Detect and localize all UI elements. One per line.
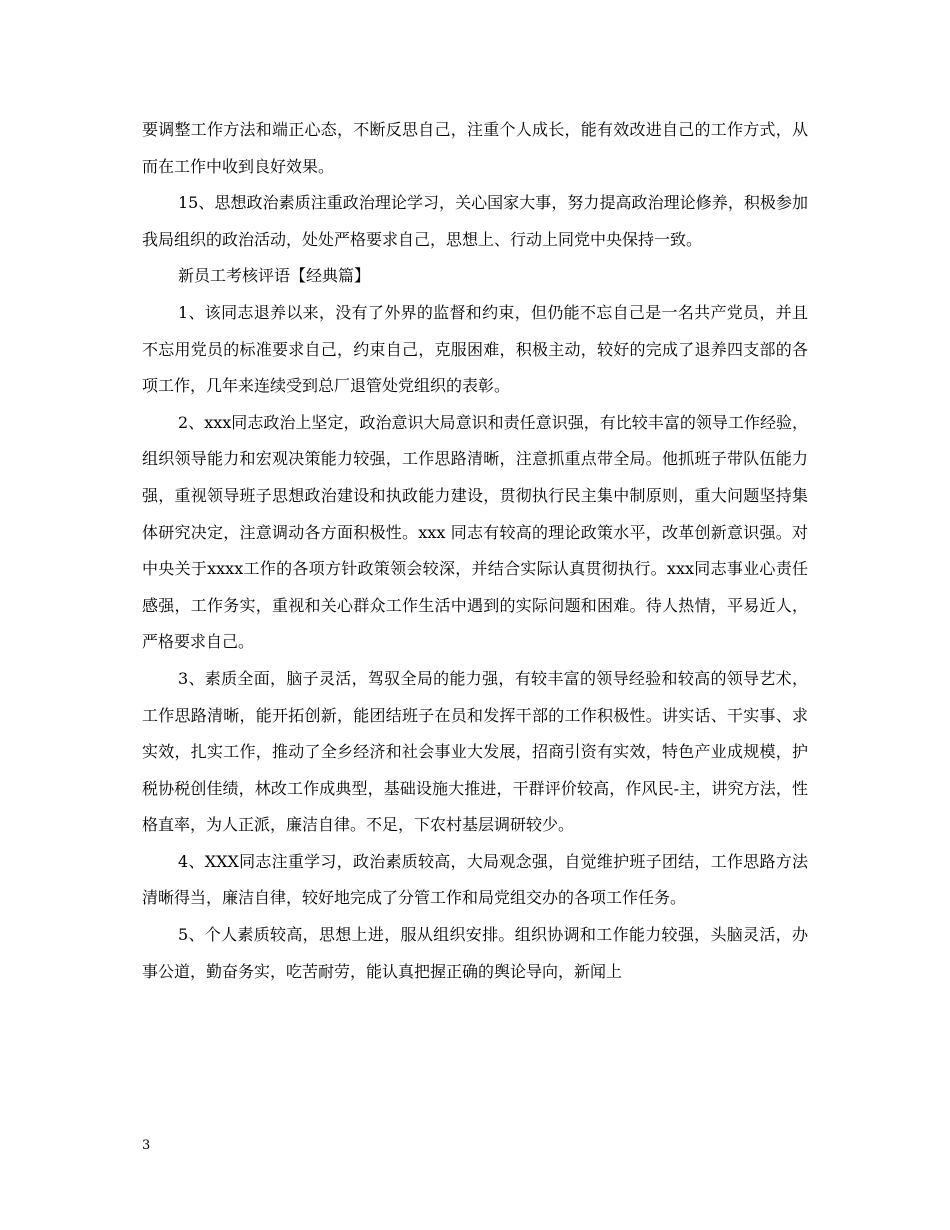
page-number: 3 xyxy=(142,1138,151,1153)
paragraph: 3、素质全面，脑子灵活，驾驭全局的能力强，有较丰富的领导经验和较高的领导艺术，工作思路清晰，能开拓创新，能团结班子在员和发挥干部的工作积极性。讲实话、干实事、求实效，扎实工作，推动了全乡经济和社会事业大发展，招商引资有实效，特色产业成规模，护税协税创佳绩，林改工作成典型，基础设施大推进，干群评价较高，作风民-主，讲究方法，性格直率，为人正派，廉洁自律。不足，下农村基层调研较少。 xyxy=(142,668,808,835)
paragraph: 15、思想政治素质注重政治理论学习，关心国家大事，努力提高政治理论修养，积极参加我局组织的政治活动，处处严格要求自己，思想上、行动上同党中央保持一致。 xyxy=(142,193,808,249)
section-heading: 新员工考核评语【经典篇】 xyxy=(178,266,371,286)
paragraph: 5、个人素质较高，思想上进，服从组织安排。组织协调和工作能力较强，头脑灵活，办事公道，勤奋务实，吃苦耐劳，能认真把握正确的舆论导向，新闻上 xyxy=(142,925,808,981)
paragraph: 要调整工作方法和端正心态，不断反思自己，注重个人成长，能有效改进自己的工作方式，从而在工作中收到良好效果。 xyxy=(142,120,808,176)
paragraph: 1、该同志退养以来，没有了外界的监督和约束，但仍能不忘自己是一名共产党员，并且不忘用党员的标准要求自己，约束自己，克服困难，积极主动，较好的完成了退养四支部的各项工作，几年来连续受到总厂退管处党组织的表彰。 xyxy=(142,302,808,396)
document-body xyxy=(142,112,808,990)
paragraph: 2、xxx同志政治上坚定，政治意识大局意识和责任意识强，有比较丰富的领导工作经验，组织领导能力和宏观决策能力较强，工作思路清晰，注意抓重点带全局。他抓班子带队伍能力强，重视领导班子思想政治建设和执政能力建设，贯彻执行民主集中制原则，重大问题坚持集体研究决定，注意调动各方面积极性。xxx 同志有较高的理论政策水平，改革创新意识强。对中央关于xxxx工作的各项方针政策领会较深，并结合实际认真贯彻执行。xxx同志事业心责任感强，工作务实，重视和关心群众工作生活中遇到的实际问题和困难。待人热情，平易近人，严格要求自己。 xyxy=(142,412,808,652)
paragraph: 4、XXX同志注重学习，政治素质较高，大局观念强，自觉维护班子团结，工作思路方法清晰得当，廉洁自律，较好地完成了分管工作和局党组交办的各项工作任务。 xyxy=(142,851,808,908)
